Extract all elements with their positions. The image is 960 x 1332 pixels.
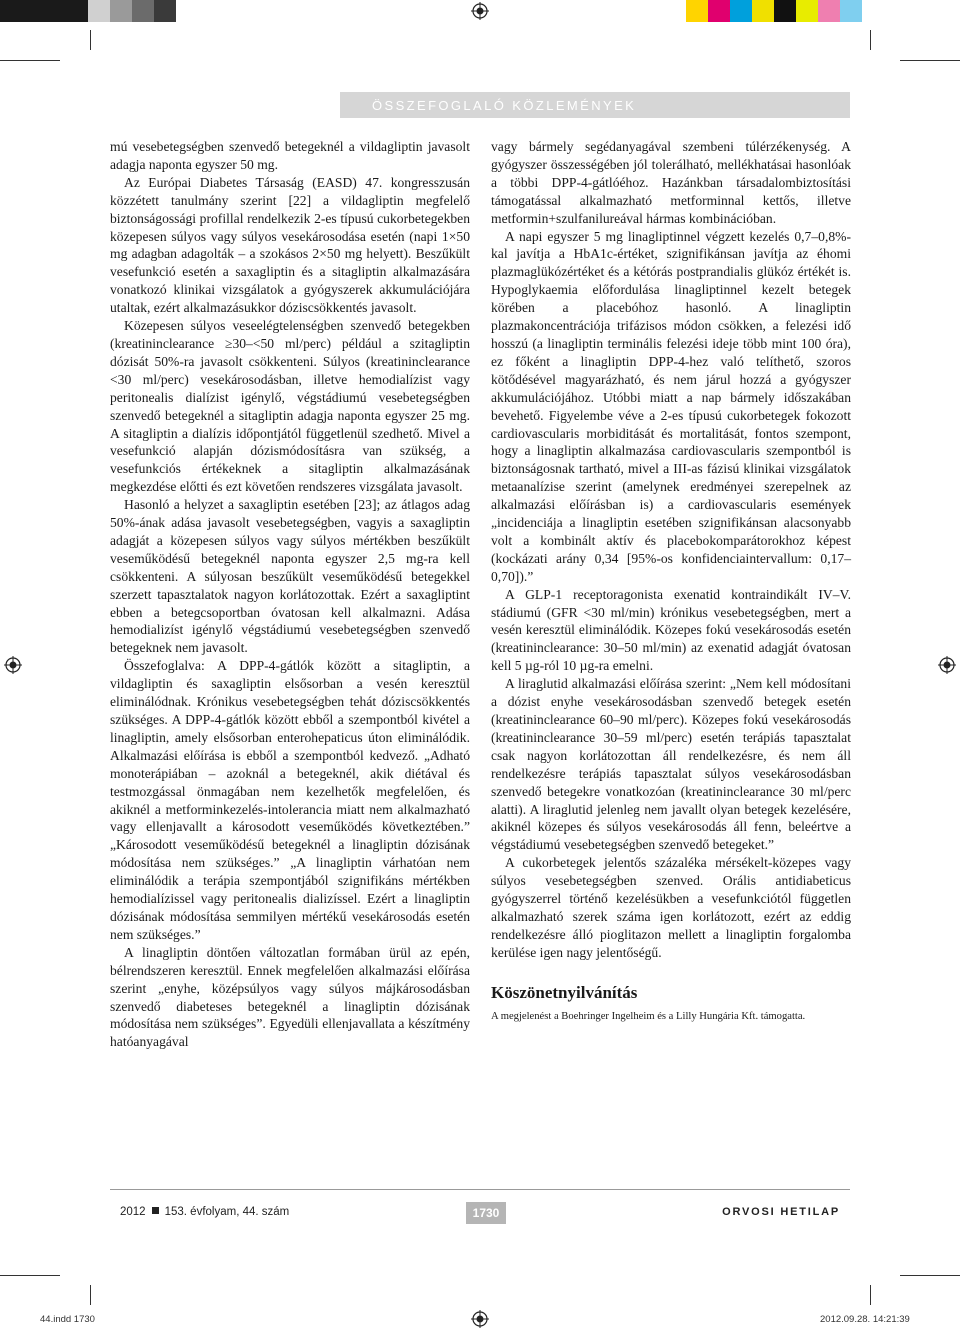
color-swatch	[44, 0, 66, 22]
paragraph: A linagliptin döntően változatlan formában ürül az epén, bélrendszeren keresztül. Ennek megfelelően alkalmazási előírása szerint „enyhe, középsúlyos vagy súlyos májkárosodásban szenvedő diabeteses betegeknél a linagliptin dózisának módosítása nem szükséges”. Egyedüli ellenjavallata a készítmény hatóanyagával	[110, 944, 470, 1050]
color-swatch	[752, 0, 774, 22]
color-swatch	[730, 0, 752, 22]
color-swatch	[88, 0, 110, 22]
color-swatch	[110, 0, 132, 22]
paragraph: vagy bármely segédanyagával szembeni túlérzékenység. A gyógyszer összességében jól tolerálható, mellékhatásai hasonlóak a többi DPP-4-gátlóéhoz. Hazánkban társadalombiztosítási támogatással alkalmazható metforminnal kettős, illetve metformin+szulfanilureával hármas kombinációban.	[491, 139, 851, 226]
registration-mark-right-icon	[938, 656, 956, 674]
acknowledgement-heading: Köszönetnyilvánítás	[491, 982, 638, 1002]
crop-mark	[0, 1275, 60, 1276]
paragraph: A liraglutid alkalmazási előírása szerint: „Nem kell módosítani a dózist enyhe vesekárosodásban szenvedő betegek esetén (kreatininclearance 60–90 ml/perc). Közepes fokú vesekárosodás (kreatininclearance 30–59 ml/perc) esetén terápiás tapasztalat csak nagyon korlátozottan áll rendelkezésre, és nem áll rendelkezésre terápiás tapasztalat súlyos vesekárosodásban szenvedő betegekre vonatkozóan (kreatininclearance 30 ml/perc alatti). A liraglutid jelenleg nem javallt olyan betegek kezelésére, akiknél közepes és súlyos vesekárosodás áll fenn, beleértve a végstádiumú vesebetegségben szenvedő betegeket.”	[491, 676, 851, 853]
paragraph: Összefoglalva: A DPP-4-gátlók között a sitagliptin, a vildagliptin és saxagliptin elsősorban a vesén keresztül eliminálódnak. Krónikus vesebetegségben tehát dóziscsökkentés szükséges. A DPP-4-gátlók között ebből a szempontból kivétel a linagliptin, amely elsősorban enterohepaticus úton eliminálódik. Alkalmazási előírása is ebből a szempontból kedvező. „Adható monoterápiában – azoknál a betegeknél, akik diétával és testmozgással önmagában nem kezelhetők megfelelően, és akiknél a metforminkezelés-intolerancia miatt nem alkalmazható vagy ellenjavallt a károsodott veseműködés következtében.” „Károsodott veseműködésű betegeknél a linagliptin dózisának módosítása nem szükséges.” „A linagliptin várhatóan nem eliminálódik a terápia szempontjából szignifikáns mértékben hemodialízissel vagy peritonealis dializíssel. Ezért a linagliptin dózisának módosítása semmilyen mértékű vesekárosodás esetén nem szükséges.”	[110, 658, 470, 942]
crop-mark	[900, 1275, 960, 1276]
color-swatch	[154, 0, 176, 22]
footer-divider	[110, 1189, 850, 1190]
section-header	[340, 92, 850, 118]
crop-mark	[90, 30, 91, 50]
crop-mark	[0, 60, 60, 61]
square-bullet-icon	[152, 1207, 159, 1214]
section-title: ÖSSZEFOGLALÓ KÖZLEMÉNYEK	[372, 97, 637, 113]
paragraph: mú vesebetegségben szenvedő betegeknél a vildagliptin javasolt adagja naponta egyszer 50 mg.	[110, 139, 470, 172]
registration-mark-left-icon	[4, 656, 22, 674]
crop-mark	[870, 1285, 871, 1305]
footer-issue: 153. évfolyam, 44. szám	[164, 1206, 290, 1218]
color-swatch	[840, 0, 862, 22]
issue-info	[120, 1206, 289, 1218]
paragraph: A GLP-1 receptoragonista exenatid kontraindikált IV–V. stádiumú (GFR <30 ml/min) krónikus vesebetegségben, mert a vesén keresztül eliminálódik. Közepes fokú vesekárosodás esetén (kreatininclearance: 30–50 ml/min) az exenatid adagját óvatosan kell 5 µg-ról 10 µg-ra emelni.	[491, 586, 851, 674]
color-swatch	[796, 0, 818, 22]
color-swatch	[774, 0, 796, 22]
color-swatch	[0, 0, 22, 22]
color-swatch	[22, 0, 44, 22]
color-swatch	[708, 0, 730, 22]
crop-mark	[900, 60, 960, 61]
paragraph: A cukorbetegek jelentős százaléka mérsékelt-közepes vagy súlyos vesebetegségben szenved. Orális antidiabeticus gyógyszerrel történő kezelésükben a vesefunkciótól független alkalmazható szerek száma igen korlátozott, ezért az eddig rendelkezésre álló pioglitazon mellett a linagliptin forgalomba kerülése igen nagy jelentőségű.	[491, 855, 851, 960]
crop-mark	[90, 1285, 91, 1305]
footer-year: 2012	[120, 1206, 146, 1218]
color-swatch	[686, 0, 708, 22]
acknowledgement-text: A megjelenést a Boehringer Ingelheim és a Lilly Hungária Kft. támogatta.	[491, 1010, 806, 1022]
slug-right: 2012.09.28. 14:21:39	[820, 1314, 910, 1325]
left-column	[110, 138, 470, 1051]
page-number: 1730	[466, 1202, 506, 1224]
paragraph: A napi egyszer 5 mg linagliptinnel végzett kezelés 0,7–0,8%-kal javítja a HbA1c-értéket, szignifikánsan javítja az éhomi plazmaglükózértéket és a kétórás postprandialis glükóz értékét is. Hypoglykaemia előfordulása linagliptinnel kezelt betegek körében a placebóhoz hasonló. A linagliptin plazmakoncentrációja trifázisos módon csökken, a felezési idő hosszú (a linagliptin terminális felezési ideje több mint 100 óra), ez főként a linagliptin DPP-4-hez való telíthető, szoros kötődésével magyarázható, és nem járul hozzá a gyógyszer akkumulációjához. Utóbbi miatt a nap bármely időszakában bevehető. Figyelembe véve a 2-es típusú cukorbetegek fokozott cardiovascularis morbiditását és mortalitását, fontos szempont, hogy a linagliptin alkalmazása cardiovascularis szempontból is biztonságosnak tartható, mivel a III-as fázisú klinikai vizsgálatok metaanalízise szerint (amelynek eredményei szerepelnek az alkalmazási előírásban is) a cardiovascularis események „incidenciája a linagliptin esetében szignifikánsan alacsonyabb volt a kombinált aktív és placebokomparátorokhoz képest (kockázati arány 0,34 [95%-os konfidenciaintervallum: 0,17–0,70]).”	[491, 228, 851, 584]
color-swatch	[132, 0, 154, 22]
paragraph: Az Európai Diabetes Társaság (EASD) 47. kongresszusán közzétett tanulmány szerint [22] a vildagliptin megfelelő biztonságossági profillal rendelkezik 2-es típusú cukorbetegekben közepesen súlyos vagy súlyos vesekárosodása esetén (napi 1×50 mg adagban adagolták – a szokásos 2×50 mg helyett). Beszűkült vesefunkció esetén a saxagliptin és a sitagliptin alkalmazására vonatkozó klinikai vizsgálatok a gyógyszerek akkumulációjára utaltak, ezért alkalmazásukkor dóziscsökkentés javasolt.	[110, 174, 470, 316]
color-swatch	[66, 0, 88, 22]
page-footer	[110, 1202, 850, 1224]
slug-left: 44.indd 1730	[40, 1314, 95, 1325]
paragraph: Közepesen súlyos veseelégtelenségben szenvedő betegekben (kreatininclearance ≥30–<50 ml/perc) például a szitagliptin dózisát 50%-ra javasolt csökkenteni. Súlyos (kreatininclearance <30 ml/perc) vesekárosodásban, illetve hemodialízist vagy peritonealis dialízist igénylő, végstádiumú vesebetegségben szenvedő betegeknél a sitagliptin adagja naponta egyszer 25 mg. A sitagliptin a dialízis időpontjától függetlenül szedhető. Mivel a vesefunkció alapján dózismódosításra van szükség, a vesefunkciós értékeknek a sitagliptin alkalmazásának megkezdése előtti és ezt követően rendszeres vizsgálata javasolt.	[110, 318, 470, 495]
color-swatch	[818, 0, 840, 22]
journal-name: ORVOSI HETILAP	[722, 1206, 840, 1218]
registration-mark-bottom-icon	[471, 1310, 489, 1328]
right-column	[491, 138, 851, 1024]
crop-mark	[870, 30, 871, 50]
registration-mark-top-icon	[471, 2, 489, 20]
paragraph: Hasonló a helyzet a saxagliptin esetében [23]; az átlagos adag 50%-ának adása javasolt vesebetegségben, vagyis a saxagliptin adagját a közepesen súlyos vagy súlyos mértékben beszűkült veseműködésű betegeknél naponta egyszer 2,5 mg-ra kell csökkenteni. A súlyosan beszűkült veseműködésű betegekkel szerzett tapasztalatok nagyon korlátozottak. Ezért a saxagliptint ebben a betegcsoportban óvatosan kell alkalmazni. Adása hemodializíst igénylő végstádiumú vesebetegségben szenvedő betegeknek nem javasolt.	[110, 497, 470, 656]
